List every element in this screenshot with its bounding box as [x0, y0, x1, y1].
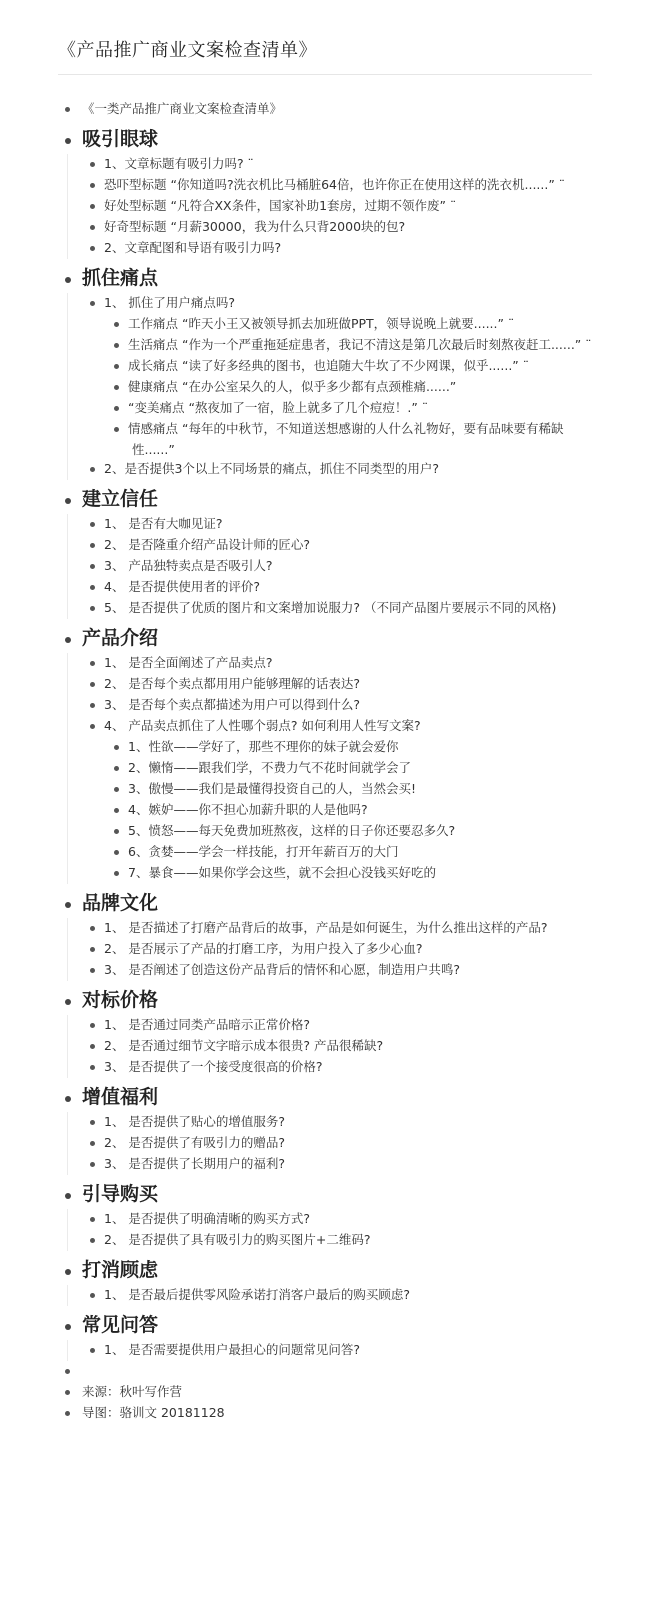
section-title: 抓住痛点	[82, 267, 159, 289]
item-text: 6、贪婪——学会一样技能，打开年薪百万的大门	[128, 844, 399, 859]
item-text: 情感痛点 “每年的中秋节，不知道送想感谢的人什么礼物好，要有品味要有稀缺	[128, 421, 564, 436]
bullet-icon	[90, 1238, 95, 1243]
item-text: 1、 是否通过同类产品暗示正常价格?	[104, 1017, 311, 1032]
outline-guide-line	[67, 918, 68, 981]
item-text: 2、 是否每个卖点都用用户能够理解的话表达?	[104, 676, 361, 691]
item-text: 性......”	[132, 442, 175, 457]
item-text: 成长痛点 “读了好多经典的图书，也追随大牛坎了不少网课，似乎......” ¨	[128, 358, 529, 373]
list-item	[0, 558, 650, 579]
item-text: 导图：骆训文 20181128	[82, 1405, 225, 1420]
bullet-icon	[65, 1193, 71, 1199]
bullet-icon	[90, 724, 95, 729]
list-item	[0, 600, 650, 621]
list-item	[0, 962, 650, 983]
list-item	[0, 421, 650, 442]
list-item	[0, 1211, 650, 1232]
bullet-icon	[90, 1065, 95, 1070]
section-title: 产品介绍	[82, 627, 159, 649]
bullet-icon	[114, 829, 119, 834]
list-item	[0, 400, 650, 421]
list-item	[0, 1232, 650, 1253]
item-text: 2、懒惰——跟我们学，不费力气不花时间就学会了	[128, 760, 411, 775]
list-item	[0, 760, 650, 781]
section-heading	[0, 1259, 650, 1287]
list-item	[0, 219, 650, 240]
item-text: 2、 是否隆重介绍产品设计师的匠心?	[104, 537, 311, 552]
list-item	[0, 1017, 650, 1038]
list-item	[0, 781, 650, 802]
section-title: 引导购买	[82, 1183, 159, 1205]
list-item	[0, 198, 650, 219]
list-item	[0, 802, 650, 823]
bullet-icon	[65, 1411, 70, 1416]
list-item-continuation	[0, 442, 650, 461]
list-item	[0, 1287, 650, 1308]
bullet-icon	[90, 606, 95, 611]
section-heading	[0, 627, 650, 655]
item-text: 3、 是否提供了长期用户的福利?	[104, 1156, 286, 1171]
item-text: 2、 是否提供了有吸引力的赠品?	[104, 1135, 286, 1150]
bullet-icon	[114, 808, 119, 813]
item-text: 5、愤怒——每天免费加班熬夜，这样的日子你还要忍多久?	[128, 823, 456, 838]
list-item	[0, 1405, 650, 1426]
list-item	[0, 941, 650, 962]
item-text: 1、 是否提供了明确清晰的购买方式?	[104, 1211, 311, 1226]
item-text: 2、 是否通过细节文字暗示成本很贵? 产品很稀缺?	[104, 1038, 384, 1053]
item-text: 工作痛点 “昨天小王又被领导抓去加班做PPT，领导说晚上就要......” ¨	[128, 316, 515, 331]
item-text: “变美痛点 “熬夜加了一宿，脸上就多了几个痘痘！.” ¨	[128, 400, 429, 415]
item-text: 《一类产品推广商业文案检查清单》	[82, 101, 283, 116]
item-text: 3、傲慢——我们是最懂得投资自己的人，当然会买!	[128, 781, 416, 796]
list-item	[0, 865, 650, 886]
bullet-icon	[90, 1162, 95, 1167]
list-item	[0, 537, 650, 558]
item-text: 3、 是否阐述了创造这份产品背后的情怀和心愿，制造用户共鸣?	[104, 962, 461, 977]
item-text: 2、是否提供3个以上不同场景的痛点，抓住不同类型的用户?	[104, 461, 440, 476]
list-item	[0, 676, 650, 697]
list-item	[0, 579, 650, 600]
item-text: 1、 是否全面阐述了产品卖点?	[104, 655, 273, 670]
section-heading	[0, 1183, 650, 1211]
section-title: 建立信任	[82, 488, 159, 510]
list-item	[0, 358, 650, 379]
list-item	[0, 1384, 650, 1405]
list-item	[0, 718, 650, 739]
item-text: 1、 抓住了用户痛点吗?	[104, 295, 236, 310]
list-item	[0, 177, 650, 198]
item-text: 1、 是否需要提供用户最担心的问题常见问答?	[104, 1342, 361, 1357]
bullet-icon	[114, 871, 119, 876]
bullet-icon	[90, 947, 95, 952]
bullet-icon	[90, 1217, 95, 1222]
bullet-icon	[114, 406, 119, 411]
bullet-icon	[65, 107, 70, 112]
list-item	[0, 461, 650, 482]
bullet-icon	[114, 322, 119, 327]
bullet-icon	[90, 1348, 95, 1353]
item-text: 3、 是否提供了一个接受度很高的价格?	[104, 1059, 323, 1074]
item-text: 1、性欲——学好了，那些不理你的妹子就会爱你	[128, 739, 399, 754]
list-item	[0, 295, 650, 316]
bullet-icon	[65, 902, 71, 908]
outline-guide-line	[67, 1285, 68, 1306]
bullet-icon	[90, 1044, 95, 1049]
list-item	[0, 1038, 650, 1059]
item-text: 恐吓型标题 “你知道吗?洗衣机比马桶脏64倍，也许你正在使用这样的洗衣机......” ¨	[104, 177, 566, 192]
outline-guide-line	[67, 1340, 68, 1361]
bullet-icon	[90, 301, 95, 306]
outline-guide-line	[67, 1209, 68, 1251]
section-title: 品牌文化	[82, 892, 159, 914]
list-item	[0, 1342, 650, 1363]
bullet-icon	[114, 343, 119, 348]
section-title: 吸引眼球	[82, 128, 159, 150]
section-heading	[0, 892, 650, 920]
bullet-icon	[65, 1096, 71, 1102]
page-title: 《产品推广商业文案检查清单》	[58, 40, 317, 61]
bullet-icon	[90, 564, 95, 569]
item-text: 4、嫉妒——你不担心加薪升职的人是他吗?	[128, 802, 368, 817]
item-text: 3、 是否每个卖点都描述为用户可以得到什么?	[104, 697, 361, 712]
bullet-icon	[90, 1120, 95, 1125]
bullet-icon	[90, 246, 95, 251]
bullet-icon	[90, 204, 95, 209]
item-text: 1、 是否最后提供零风险承诺打消客户最后的购买顾虑?	[104, 1287, 411, 1302]
section-title: 打消顾虑	[82, 1259, 159, 1281]
bullet-icon	[114, 427, 119, 432]
bullet-icon	[90, 1141, 95, 1146]
section-title: 增值福利	[82, 1086, 159, 1108]
outline-guide-line	[67, 154, 68, 259]
outline-guide-line	[67, 293, 68, 480]
item-text: 3、 产品独特卖点是否吸引人?	[104, 558, 273, 573]
bullet-icon	[65, 1369, 70, 1374]
bullet-icon	[90, 682, 95, 687]
item-text: 1、 是否描述了打磨产品背后的故事，产品是如何诞生，为什么推出这样的产品?	[104, 920, 548, 935]
item-text: 5、 是否提供了优质的图片和文案增加说服力? （不同产品图片要展示不同的风格)	[104, 600, 557, 615]
list-item	[0, 739, 650, 760]
section-heading	[0, 1314, 650, 1342]
bullet-icon	[90, 467, 95, 472]
list-item	[0, 316, 650, 337]
list-item	[0, 1114, 650, 1135]
bullet-icon	[90, 543, 95, 548]
item-text: 好处型标题 “凡符合XX条件，国家补助1套房，过期不领作废” ¨	[104, 198, 457, 213]
item-text: 2、文章配图和导语有吸引力吗?	[104, 240, 282, 255]
bullet-icon	[90, 183, 95, 188]
bullet-icon	[65, 138, 71, 144]
bullet-icon	[90, 1023, 95, 1028]
bullet-icon	[90, 703, 95, 708]
item-text: 生活痛点 “作为一个严重拖延症患者，我记不清这是第几次最后时刻熬夜赶工......” ¨	[128, 337, 592, 352]
outline-guide-line	[67, 514, 68, 619]
list-item	[0, 655, 650, 676]
list-item	[0, 1363, 650, 1384]
list-item	[0, 844, 650, 865]
item-text: 1、 是否提供了贴心的增值服务?	[104, 1114, 286, 1129]
bullet-icon	[90, 926, 95, 931]
bullet-icon	[65, 1390, 70, 1395]
item-text: 来源：秋叶写作营	[82, 1384, 183, 1399]
list-item	[0, 156, 650, 177]
bullet-icon	[90, 661, 95, 666]
list-item	[0, 1059, 650, 1080]
item-text: 1、 是否有大咖见证?	[104, 516, 223, 531]
list-item	[0, 697, 650, 718]
item-text: 健康痛点 “在办公室呆久的人，似乎多少都有点颈椎痛......”	[128, 379, 457, 394]
item-text: 2、 是否展示了产品的打磨工序，为用户投入了多少心血?	[104, 941, 423, 956]
list-item	[0, 1135, 650, 1156]
section-heading	[0, 488, 650, 516]
item-text: 7、暴食——如果你学会这些，就不会担心没钱买好吃的	[128, 865, 436, 880]
bullet-icon	[65, 999, 71, 1005]
bullet-icon	[90, 522, 95, 527]
outline-guide-line	[67, 1112, 68, 1175]
section-title: 常见问答	[82, 1314, 159, 1336]
section-heading	[0, 989, 650, 1017]
list-item	[0, 823, 650, 844]
item-text: 4、 产品卖点抓住了人性哪个弱点? 如何利用人性写文案?	[104, 718, 421, 733]
bullet-icon	[114, 787, 119, 792]
list-item	[0, 920, 650, 941]
bullet-icon	[65, 1324, 71, 1330]
item-text: 2、 是否提供了具有吸引力的购买图片+二维码?	[104, 1232, 371, 1247]
list-item	[0, 379, 650, 400]
outline-guide-line	[67, 1015, 68, 1078]
bullet-icon	[114, 385, 119, 390]
bullet-icon	[65, 498, 71, 504]
list-item	[0, 1156, 650, 1177]
bullet-icon	[90, 225, 95, 230]
bullet-icon	[90, 585, 95, 590]
bullet-icon	[114, 850, 119, 855]
list-item	[0, 516, 650, 537]
list-item	[0, 101, 650, 122]
bullet-icon	[114, 766, 119, 771]
section-heading	[0, 128, 650, 156]
bullet-icon	[90, 1293, 95, 1298]
list-item	[0, 240, 650, 261]
bullet-icon	[90, 162, 95, 167]
section-heading	[0, 267, 650, 295]
list-item	[0, 337, 650, 358]
section-title: 对标价格	[82, 989, 159, 1011]
bullet-icon	[114, 745, 119, 750]
bullet-icon	[90, 968, 95, 973]
section-heading	[0, 1086, 650, 1114]
outline-guide-line	[67, 653, 68, 884]
bullet-icon	[114, 364, 119, 369]
bullet-icon	[65, 637, 71, 643]
item-text: 4、 是否提供使用者的评价?	[104, 579, 261, 594]
item-text: 1、文章标题有吸引力吗? ¨	[104, 156, 254, 171]
bullet-icon	[65, 277, 71, 283]
item-text: 好奇型标题 “月薪30000，我为什么只背2000块的包?	[104, 219, 406, 234]
bullet-icon	[65, 1269, 71, 1275]
